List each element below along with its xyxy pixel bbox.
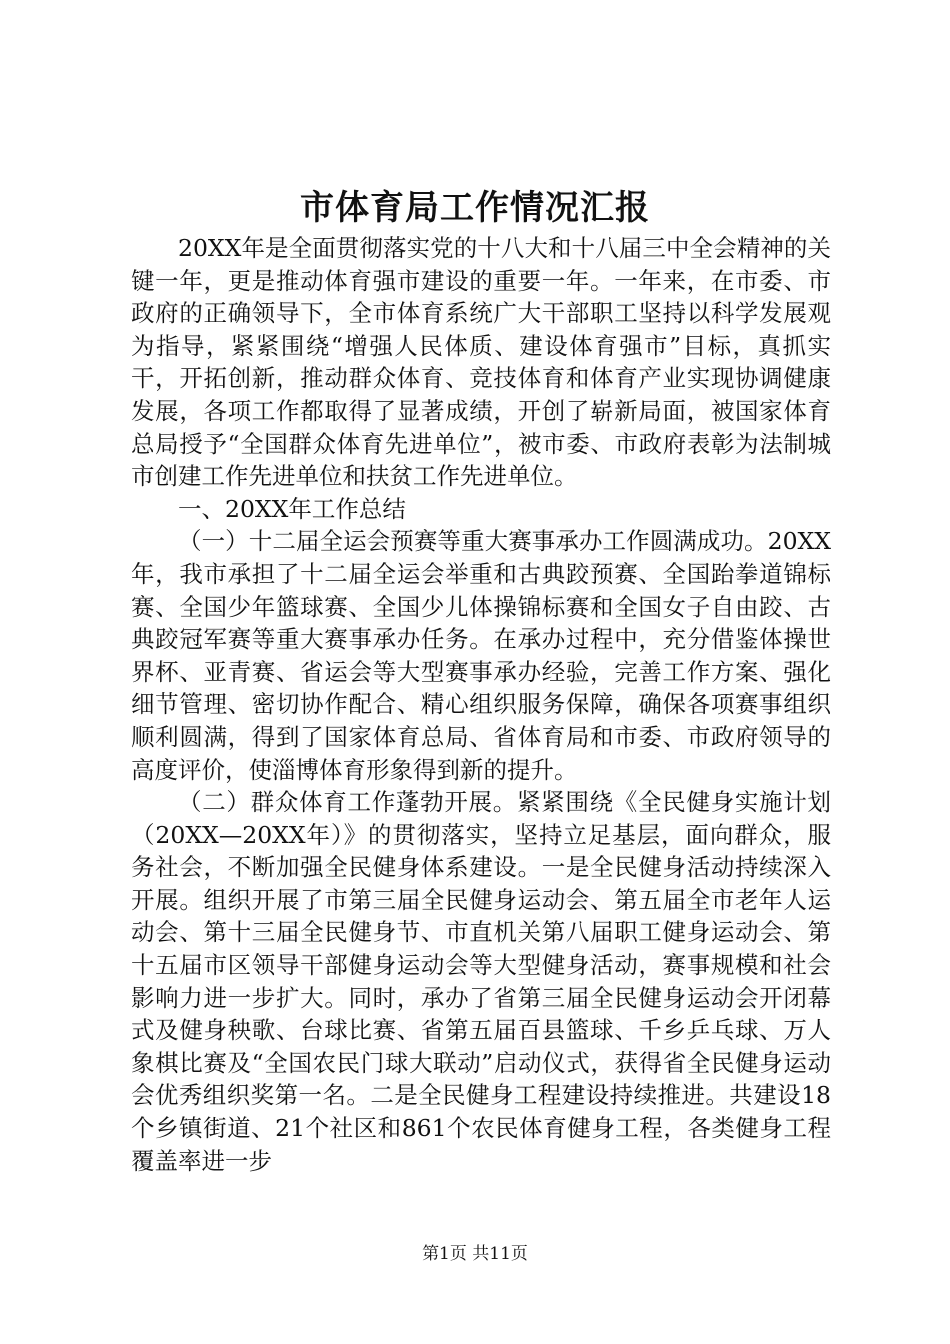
intro-paragraph: 20XX年是全面贯彻落实党的十八大和十八届三中全会精神的关键一年，更是推动体育强市建设的重要一年。一年来，在市委、市政府的正确领导下，全市体育系统广大干部职工坚持以科学发展观为指导，紧紧围绕“增强人民体质、建设体育强市”目标，真抓实干，开拓创新，推动群众体育、竞技体育和体育产业实现协调健康发展，各项工作都取得了显著成绩，开创了崭新局面，被国家体育总局授予“全国群众体育先进单位”，被市委、市政府表彰为法制城市创建工作先进单位和扶贫工作先进单位。 <box>131 234 831 491</box>
section-paragraph-1: （一）十二届全运会预赛等重大赛事承办工作圆满成功。20XX年，我市承担了十二届全运会举重和古典跤预赛、全国跆拳道锦标赛、全国少年篮球赛、全国少儿体操锦标赛和全国女子自由跤、古典跤冠军赛等重大赛事承办任务。在承办过程中，充分借鉴体操世界杯、亚青赛、省运会等大型赛事承办经验，完善工作方案、强化细节管理、密切协作配合、精心组织服务保障，确保各项赛事组织顺利圆满，得到了国家体育总局、省体育局和市委、市政府领导的高度评价，使淄博体育形象得到新的提升。 <box>131 527 831 784</box>
document-body <box>131 232 831 1177</box>
page-footer: 第1页 共11页 <box>422 1244 528 1264</box>
section-paragraph-2: （二）群众体育工作蓬勃开展。紧紧围绕《全民健身实施计划（20XX—20XX年）》的贯彻落实，坚持立足基层，面向群众，服务社会，不断加强全民健身体系建设。一是全民健身活动持续深入开展。组织开展了市第三届全民健身运动会、第五届全市老年人运动会、第十三届全民健身节、市直机关第八届职工健身运动会、第十五届市区领导干部健身运动会等大型健身活动，赛事规模和社会影响力进一步扩大。同时，承办了省第三届全民健身运动会开闭幕式及健身秧歌、台球比赛、省第五届百县篮球、千乡乒乓球、万人象棋比赛及“全国农民门球大联动”启动仪式，获得省全民健身运动会优秀组织奖第一名。二是全民健身工程建设持续推进。共建设18个乡镇街道、21个社区和861个农民体育健身工程，各类健身工程覆盖率进一步 <box>131 788 831 1175</box>
section-heading: 一、20XX年工作总结 <box>178 494 406 523</box>
page-title: 市体育局工作情况汇报 <box>300 188 650 228</box>
